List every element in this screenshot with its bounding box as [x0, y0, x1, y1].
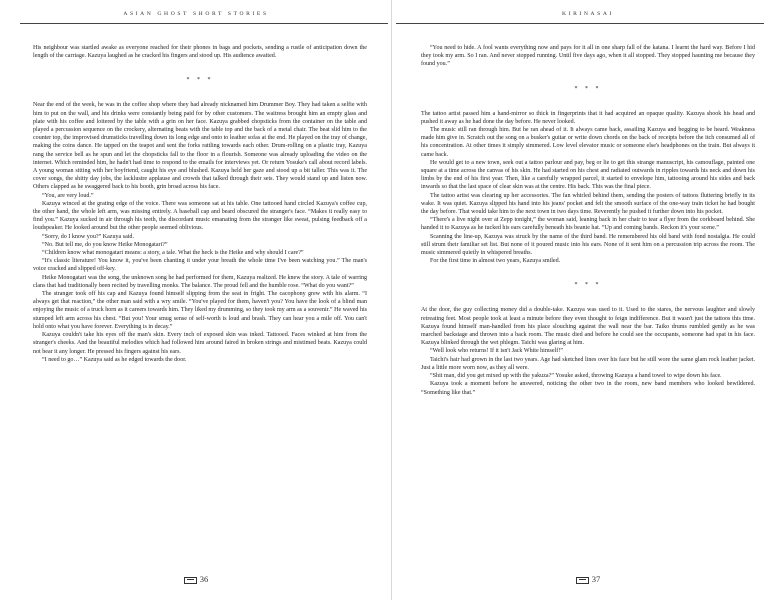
page-footer-right [392, 574, 784, 584]
paragraph: “Children know what monogatari means: a story, a tale. What the heck is the Heike and why should I care?” [42, 250, 304, 257]
paragraph: The tattoo artist passed him a hand-mirror so thick in fingerprints that it had acquired an opaque quality. Kazuya shook his head and pushed it away as he had done the day before. He never looked. [421, 110, 755, 125]
paragraph: “I need to go…” Kazuya said as he edged towards the door. [42, 356, 187, 363]
paragraph: “It's classic literature! You know it, you've been chanting it under your breath the whole time I've been watching you.” The man's voice cracked and slipped off-key. [33, 258, 367, 273]
paragraph: “Well look who returns! If it isn't Jack White himself!” [430, 348, 563, 355]
section-break: * * * [574, 282, 602, 289]
publisher-logo-icon [576, 577, 589, 584]
paragraph: Kazuya took a moment before he answered, noticing the other two in the room, new band members who looked bewildered. “Something like that.” [421, 381, 755, 396]
paragraph: Scanning the line-up, Kazuya was struck by the name of the third band. He remembered his old band with fond nostalgia. He could still strum their familiar set list. But none of it poured music into his ears. None of it sent him on a percussion trip across the room. The music simmered quietly in whispered breaths. [421, 233, 755, 257]
running-header-left: ASIAN GHOST SHORT STORIES [123, 11, 269, 17]
section-break: * * * [574, 85, 602, 92]
header-rule-left [20, 23, 388, 24]
paragraph: Taichi's hair had grown in the last two years. Age had sketched lines over his face but he still wore the same glam rock leather jacket. Just a little more worn now, as they all were. [421, 356, 755, 371]
paragraph: His neighbour was startled awake as everyone reached for their phones in bags and pockets, sending a rustle of anticipation down the length of the carriage. Kazuya laughed as he cracked his fingers and stood up. His audience awaited. [33, 45, 367, 60]
page-number: 37 [591, 574, 601, 584]
right-page-body [421, 44, 755, 397]
page-footer-left [0, 574, 392, 584]
paragraph: Heike Monogatari was the song, the unknown song he had performed for them, Kazuya realized. He knew the story. A tale of warring clans that had traditionally been recited by travelling monks. The balance. The proud fell and the humble rose. “What do you want?” [33, 274, 367, 289]
paragraph: The music still ran through him. But he ran ahead of it. It always came back, assailing Kazuya and begging to be heard. Weakness made him give in. Scratch out the song on a busker's guitar or write down chords on the back of receipts before the itch consumed all of his concentration. At other times it simply simmered. Low level elevator music or someone else's headphones on the train. But always it came back. [421, 127, 755, 158]
paragraph: Near the end of the week, he was in the coffee shop where they had already nicknamed him Drummer Boy. They had taken a selfie with him to put on the wall, and his drinks were constantly being paid for by other customers. The waitress brought him an empty glass and plate with his coffee and loitered by the table with a grin on her face. Kazuya grabbed chopsticks from the container on the table and played a percussion sequence on the crockery, alternating beats with the table top and the back of a metal chair. The beat slid him to the counter top, the improvised drumsticks travelling down its long edge and onto to leather sofas at the end. He played on the tray of change, making the coins dance. He tapped on the teapot and sent the forks rattling towards each other. Drum-rolling on a plastic tray, Kazuya rang the service bell as he spun and let the chopsticks fall to the floor in a flourish. Someone was already uploading the video on the internet. Which reminded him, he hadn't had time to respond to the emails for interviews yet. Or return Yosuke's call about record labels. A young woman sitting with her boyfriend, caught his eye and blushed. Kazuya held her gaze and stood up a bit taller. This was it. The cover songs, the shitty day jobs, the lacklustre applause and crowds that talked through their sets. They would stand up and listen now. Others clapped as he swaggered back to his booth, grin broad across his face. [33, 102, 368, 191]
paragraph: “Shit man, did you get mixed up with the yakuza?” Yosuke asked, throwing Kazuya a hand towel to wipe down his face. [430, 373, 722, 380]
paragraph: The stranger took off his cap and Kazuya found himself slipping from the seat in fright. The cacophony grew with his alarm. “I always get that reaction,” the other man said with a wry smile. “You've played for them, haven't you? You have the look of a blind man enjoying the music of a truck horn as it careers towards him. They liked my drumming, so they took my arm as a souvenir.” He waved his stumped left arm across his chest. “But you! Your smug sense of self-worth is loud and brash. They can hear you a mile off. You can't hold onto what you have forever. Everything is in decay.” [33, 291, 367, 330]
paragraph: He would get to a new town, seek out a tattoo parlour and pay, beg or lie to get this strange manuscript, his camouflage, painted one square at a time across the canvas of his skin. He had started on his chest and radiated outwards in ripples towards his neck and down his limbs by the end of his first year. Then, like a carefully wrapped parcel, it started to envelope him, tattooing around his sides and back inwards so that the last space of clear skin was at the centre. His back. This was the final piece. [421, 159, 755, 191]
paragraph: The tattoo artist was clearing up her accessories. The fan whirled behind them, sending the posters of tattoos fluttering briefly in its wake. It was quiet. Kazuya slipped his hand into his jeans' pocket and felt the smooth surface of the one-way train ticket he had bought the day before. That would take him to the next town in two days time. Reverently he pushed it further down into his pocket. [421, 192, 755, 216]
section-break: * * * [186, 77, 214, 84]
paragraph: “No. But tell me, do you know Heike Monogatari?” [42, 241, 168, 248]
paragraph: “You, are very loud.” [42, 192, 94, 199]
running-header-right: KIRINASAI [562, 11, 614, 17]
page-number: 36 [199, 574, 209, 584]
right-page [392, 0, 784, 600]
left-page-body [33, 44, 367, 364]
header-rule-right [396, 23, 764, 24]
paragraph: At the door, the guy collecting money did a double-take. Kazuya was used to it. Used to the stares, the nervous laughter and slowly retreating feet. Most people took at least a minute before they even thought to feign indifference. But it wasn't just the tattoos this time. Kazuya found himself man-handled from his place slouching against the wall near the bar. Taiko drums rumbled gently as he was marched backstage and thrown into a back room. The music died and before he could see the occupants, someone had spat in his face. Kazuya blinked through the wet phlegm. Taichi was glaring at him. [421, 307, 755, 347]
paragraph: “There's a live night over at Zepp tonight,” the woman said, leaning back in her chair to tear a flyer from the corkboard behind. She handed it to Kazuya as he tucked his ears carefully beneath his beanie hat. “Up and coming bands. Reckon it's your scene.” [421, 217, 755, 232]
paragraph: “You need to hide. A fool wants everything now and pays for it all in one sharp fall of the katana. I learnt the hard way. Before I hid they took my arm. So I ran. And never stopped running. Until five days ago, when it all stopped. They stopped haunting me because they found you.” [421, 45, 755, 68]
paragraph: Kazuya winced at the grating edge of the voice. There was someone sat at his table. One tattooed hand circled Kazuya's coffee cup, the other hand, the whole left arm, was missing entirely. A baseball cap and beard obscured the stranger's face. “Makes it really easy to find you.” Kazuya sucked in air through his teeth, the discordant music emanating from the stranger like sweat, pulsing feedback off a loudspeaker. He looked around but the other people seemed oblivious. [33, 200, 367, 232]
publisher-logo-icon [184, 577, 197, 584]
paragraph: For the first time in almost two years, Kazuya smiled. [430, 258, 561, 265]
paragraph: “Sorry, do I know you?” Kazuya said. [42, 233, 134, 240]
paragraph: Kazuya couldn't take his eyes off the man's skin. Every inch of exposed skin was inked. Tattooed. Faces winked at him from the stranger's cheeks. And the beautiful melodies which had followed him around faired in broken strings and mistimed beats. Kazuya could not bear it any longer. He pressed his fingers against his ears. [33, 332, 367, 355]
